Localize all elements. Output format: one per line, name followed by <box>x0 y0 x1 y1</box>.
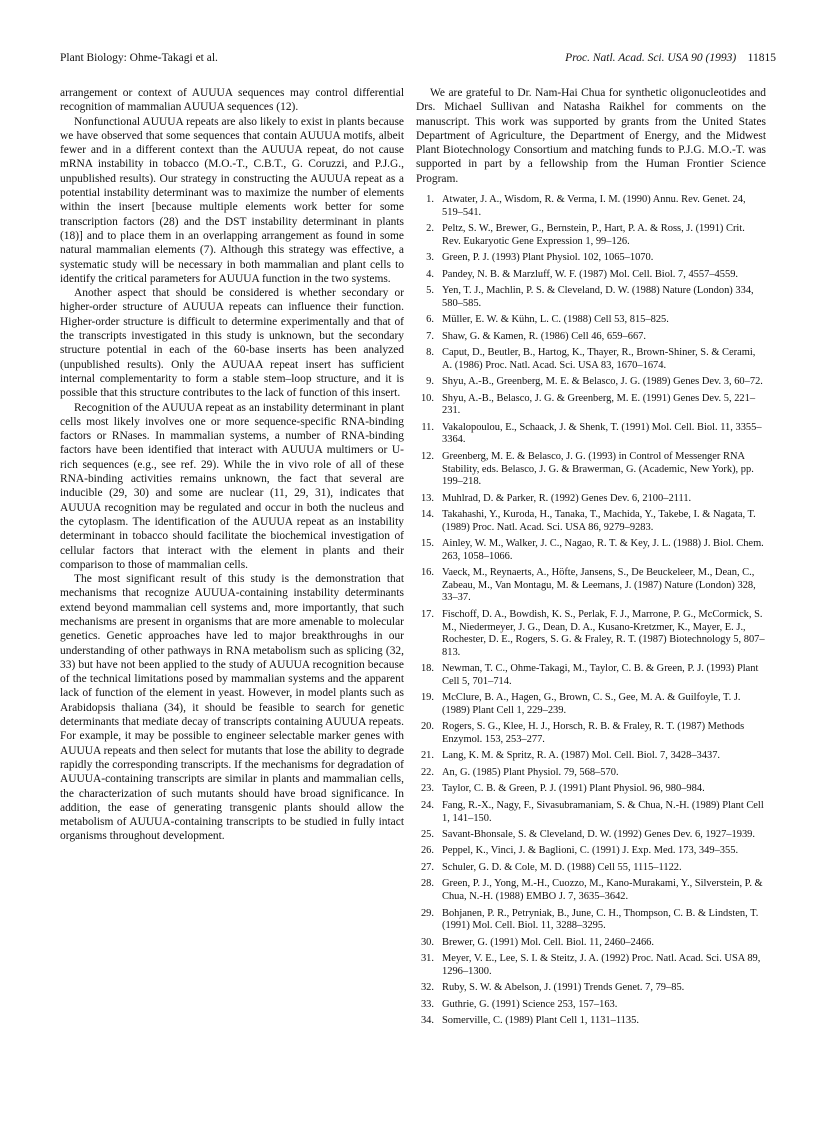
reference-number: 9. <box>426 376 434 388</box>
reference-item <box>416 493 766 506</box>
reference-item <box>416 223 766 248</box>
reference-item <box>416 567 766 605</box>
reference-item <box>416 314 766 327</box>
reference-text: Vakalopoulou, E., Schaack, J. & Shenk, T. (1991) Mol. Cell. Biol. 11, 3355–3364. <box>442 421 762 446</box>
reference-number: 33. <box>420 998 434 1010</box>
reference-number: 8. <box>426 347 434 359</box>
reference-item <box>416 509 766 534</box>
reference-item <box>416 908 766 933</box>
reference-text: Muhlrad, D. & Parker, R. (1992) Genes Dev. 6, 2100–2111. <box>442 492 692 504</box>
reference-text: Shyu, A.-B., Greenberg, M. E. & Belasco, J. G. (1989) Genes Dev. 3, 60–72. <box>442 376 763 388</box>
reference-number: 1. <box>426 194 434 206</box>
reference-text: Rogers, S. G., Klee, H. J., Horsch, R. B. & Fraley, R. T. (1987) Methods Enzymol. 153, 253–277. <box>442 721 745 745</box>
reference-number: 21. <box>420 750 434 762</box>
reference-list <box>416 194 766 1028</box>
reference-text: Peppel, K., Vinci, J. & Baglioni, C. (1991) J. Exp. Med. 173, 349–355. <box>442 845 739 857</box>
reference-number: 6. <box>426 314 434 326</box>
reference-number: 22. <box>420 766 434 778</box>
reference-item <box>416 347 766 372</box>
paragraph-nonfunctional-repeats: Nonfunctional AUUUA repeats are also likely to exist in plants because we have observed that some sequences that contain AUUUA motifs, albeit fewer and in a different context than the AUUUA repeat, do not cause mRNA instability in tobacco (M.O.-T., C.B.T., G. Coruzzi, and P.J.G., unpublished results). Our strategy in constructing the AUUUA repeat as a potential instability determinant was to maximize the number of elements within the insert [because multiple elements work better for some transcription factors (28) and the DST instability determinant in plants (18)] and to place them in an overlapping arrangement as found in some natural mammalian elements (7). Although this strategy was effective, a systematic study will be necessary in both mammalian and plant cells to identify the critical parameters for AUUUA function in the two systems. <box>60 115 404 285</box>
reference-text: Newman, T. C., Ohme-Takagi, M., Taylor, C. B. & Green, P. J. (1993) Plant Cell 5, 701–714. <box>442 663 759 687</box>
reference-item <box>416 767 766 780</box>
reference-text: Shyu, A.-B., Belasco, J. G. & Greenberg, M. E. (1991) Genes Dev. 5, 221–231. <box>442 392 756 417</box>
reference-text: Vaeck, M., Reynaerts, A., Höfte, Jansens, S., De Beuckeleer, M., Dean, C., Zabeau, M., Van Montagu, M. & Leemans, J. (1987) Nature (London) 328, 33–37. <box>442 567 756 604</box>
reference-item <box>416 538 766 563</box>
reference-text: Bohjanen, P. R., Petryniak, B., June, C. H., Thompson, C. B. & Lindsten, T. (1991) Mol. Cell. Biol. 11, 3288–3295. <box>442 907 759 932</box>
reference-number: 27. <box>420 861 434 873</box>
reference-text: Green, P. J., Yong, M.-H., Cuozzo, M., Kano-Murakami, Y., Silverstein, P. & Chua, N.-H. (1988) EMBO J. 7, 3635–3642. <box>442 878 763 903</box>
reference-number: 10. <box>420 392 434 404</box>
reference-number: 30. <box>420 936 434 948</box>
reference-item <box>416 663 766 688</box>
reference-item <box>416 692 766 717</box>
reference-number: 7. <box>426 330 434 342</box>
right-column <box>416 86 766 1032</box>
reference-item <box>416 376 766 389</box>
reference-number: 32. <box>420 982 434 994</box>
paragraph-continuation: arrangement or context of AUUUA sequences may control differential recognition of mammalian AUUUA sequences (12). <box>60 87 404 114</box>
reference-item <box>416 982 766 995</box>
reference-item <box>416 252 766 265</box>
reference-item <box>416 783 766 796</box>
reference-text: Fang, R.-X., Nagy, F., Sivasubramaniam, S. & Chua, N.-H. (1989) Plant Cell 1, 141–150. <box>442 799 764 824</box>
reference-number: 19. <box>420 692 434 704</box>
reference-text: Greenberg, M. E. & Belasco, J. G. (1993) in Control of Messenger RNA Stability, eds. Belasco, J. G. & Brawerman, G. (Academic, New York), pp. 199–218. <box>442 450 754 488</box>
page-number: 11815 <box>747 52 776 64</box>
paragraph-significance: The most significant result of this study is the demonstration that mechanisms that recognize AUUUA-containing instability determinants extend beyond mammalian cell systems and, more importantly, that such mechanisms are present in organisms that are more amenable to molecular genetics. Genetic approaches have led to major breakthroughs in our understanding of other pathways in RNA metabolism such as splicing (32, 33) but have not been applied to the study of AUUUA recognition because of the technical limitations posed by mammalian systems and the apparent lack of function of the element in yeast. However, in model plants such as Arabidopsis thaliana (34), it should be feasible to search for genetic determinants that mediate decay of transcripts containing AUUUA repeats. For example, it may be possible to engineer selectable marker genes with AUUUA repeats and then select for mutants that lose the ability to degrade rapidly the corresponding transcripts. If the mechanisms for degradation of AUUUA-containing transcripts are similar in plants and mammalian cells, the characterization of such mutants should have broad significance. In addition, the ease of generating transgenic plants should allow the metabolism of AUUUA-containing transcripts to be studied in fully intact organisms throughout development. <box>60 573 404 843</box>
reference-text: Ruby, S. W. & Abelson, J. (1991) Trends Genet. 7, 79–85. <box>442 982 685 994</box>
reference-text: Savant-Bhonsale, S. & Cleveland, D. W. (1992) Genes Dev. 6, 1927–1939. <box>442 828 755 840</box>
reference-number: 29. <box>420 907 434 919</box>
reference-text: An, G. (1985) Plant Physiol. 79, 568–570. <box>442 766 619 778</box>
reference-text: Brewer, G. (1991) Mol. Cell. Biol. 11, 2460–2466. <box>442 936 654 948</box>
reference-text: Guthrie, G. (1991) Science 253, 157–163. <box>442 998 618 1010</box>
reference-number: 17. <box>420 608 434 620</box>
reference-number: 5. <box>426 285 434 297</box>
reference-item <box>416 451 766 489</box>
reference-number: 34. <box>420 1015 434 1027</box>
reference-item <box>416 999 766 1012</box>
reference-text: Lang, K. M. & Spritz, R. A. (1987) Mol. Cell. Biol. 7, 3428–3437. <box>442 750 721 762</box>
reference-number: 13. <box>420 492 434 504</box>
reference-text: Takahashi, Y., Kuroda, H., Tanaka, T., Machida, Y., Takebe, I. & Nagata, T. (1989) Proc. Natl. Acad. Sci. USA 86, 9279–9283. <box>442 509 756 533</box>
reference-item <box>416 1015 766 1028</box>
reference-number: 20. <box>420 721 434 733</box>
reference-number: 26. <box>420 845 434 857</box>
reference-item <box>416 609 766 659</box>
journal-citation <box>565 52 776 64</box>
reference-item <box>416 422 766 447</box>
reference-item <box>416 269 766 282</box>
reference-item <box>416 721 766 746</box>
reference-number: 11. <box>421 421 434 433</box>
reference-text: Peltz, S. W., Brewer, G., Bernstein, P., Hart, P. A. & Ross, J. (1991) Crit. Rev. Eukaryotic Gene Expression 1, 99–126. <box>442 223 745 247</box>
reference-text: Green, P. J. (1993) Plant Physiol. 102, 1065–1070. <box>442 252 654 264</box>
reference-number: 23. <box>420 783 434 795</box>
reference-number: 18. <box>420 663 434 675</box>
reference-text: Fischoff, D. A., Bowdish, K. S., Perlak, F. J., Marrone, P. G., McCormick, S. M., Niedermeyer, J. G., Dean, D. A., Kusano-Kretzmer, K., Mayer, E. J., Rochester, D. E., Rogers, S. G. & Fraley, R. T. (1987) Biotechnology 5, 807–813. <box>442 608 765 658</box>
acknowledgment: We are grateful to Dr. Nam-Hai Chua for synthetic oligonucleotides and Drs. Michael Sullivan and Natasha Raikhel for comments on the manuscript. This work was supported by grants from the United States Department of Agriculture, the Department of Energy, and the Midwest Plant Biotechnology Consortium and matching funds to P.J.G. M.O.-T. was supported in part by a fellowship from the Human Frontier Science Program. <box>416 87 766 185</box>
journal-name: Proc. Natl. Acad. Sci. USA 90 (1993) <box>565 52 737 64</box>
paragraph-secondary-structure: Another aspect that should be considered is whether secondary or higher-order structure of AUUUA repeats can influence their function. Higher-order structure is difficult to determine experimentally and that of the transcripts investigated in this study is unknown, but the secondary structure potential in each of the 60-base inserts has been analyzed (unpublished results). Only the AUUAA repeat insert has sufficient internal complementarity to form a stable stem–loop structure, and it is possible that this structure contributes to the lack of function of this insert. <box>60 287 404 400</box>
reference-item <box>416 829 766 842</box>
running-title: Plant Biology: Ohme-Takagi et al. <box>60 52 218 64</box>
left-column <box>60 86 404 844</box>
reference-text: Atwater, J. A., Wisdom, R. & Verma, I. M. (1990) Annu. Rev. Genet. 24, 519–541. <box>442 194 746 218</box>
running-header <box>60 52 776 68</box>
reference-item <box>416 953 766 978</box>
reference-item <box>416 331 766 344</box>
reference-number: 3. <box>426 252 434 264</box>
reference-text: Yen, T. J., Machlin, P. S. & Cleveland, D. W. (1988) Nature (London) 334, 580–585. <box>442 285 754 309</box>
reference-number: 25. <box>420 828 434 840</box>
reference-number: 4. <box>426 268 434 280</box>
reference-text: Somerville, C. (1989) Plant Cell 1, 1131–1135. <box>442 1015 639 1027</box>
reference-number: 31. <box>420 953 434 965</box>
reference-text: Shaw, G. & Kamen, R. (1986) Cell 46, 659–667. <box>442 330 646 342</box>
reference-text: McClure, B. A., Hagen, G., Brown, C. S., Gee, M. A. & Guilfoyle, T. J. (1989) Plant Cell 1, 229–239. <box>442 692 741 716</box>
reference-number: 24. <box>420 799 434 811</box>
reference-item <box>416 393 766 418</box>
reference-number: 14. <box>420 509 434 521</box>
reference-item <box>416 937 766 950</box>
reference-text: Ainley, W. M., Walker, J. C., Nagao, R. T. & Key, J. L. (1988) J. Biol. Chem. 263, 1058–1066. <box>442 538 764 562</box>
reference-text: Taylor, C. B. & Green, P. J. (1991) Plant Physiol. 96, 980–984. <box>442 783 705 795</box>
reference-text: Pandey, N. B. & Marzluff, W. F. (1987) Mol. Cell. Biol. 7, 4557–4559. <box>442 268 739 280</box>
reference-item <box>416 845 766 858</box>
paragraph-rna-binding-factors: Recognition of the AUUUA repeat as an instability determinant in plant cells most likely involves one or more sequence-specific RNA-binding factors or RNases. In mammalian systems, a number of RNA-binding factors have been identified that interact with AUUUA multimers or U-rich sequences (e.g., see ref. 29). While the in vivo role of all of these RNA-binding activities remains unknown, the fact that several are inducible (29, 30) and some are nuclear (11, 29, 31), indicates that AUUUA recognition may be regulated and occur in both the nucleus and the cytoplasm. The identification of the AUUUA repeat as an instability determinant in tobacco should facilitate the biochemical investigation of cellular factors that interact with the element in plants and their comparison to those of mammalian cells. <box>60 401 404 571</box>
reference-number: 28. <box>420 878 434 890</box>
reference-number: 2. <box>426 223 434 235</box>
reference-text: Meyer, V. E., Lee, S. I. & Steitz, J. A. (1992) Proc. Natl. Acad. Sci. USA 89, 1296–1300. <box>442 953 761 977</box>
reference-number: 12. <box>420 450 434 462</box>
reference-number: 16. <box>420 567 434 579</box>
reference-text: Müller, E. W. & Kühn, L. C. (1988) Cell 53, 815–825. <box>442 314 669 326</box>
reference-item <box>416 194 766 219</box>
reference-text: Caput, D., Beutler, B., Hartog, K., Thayer, R., Brown-Shiner, S. & Cerami, A. (1986) Proc. Natl. Acad. Sci. USA 83, 1670–1674. <box>442 347 756 371</box>
reference-item <box>416 800 766 825</box>
reference-item <box>416 878 766 903</box>
reference-item <box>416 750 766 763</box>
reference-item <box>416 285 766 310</box>
reference-number: 15. <box>420 538 434 550</box>
reference-item <box>416 862 766 875</box>
reference-text: Schuler, G. D. & Cole, M. D. (1988) Cell 55, 1115–1122. <box>442 861 682 873</box>
